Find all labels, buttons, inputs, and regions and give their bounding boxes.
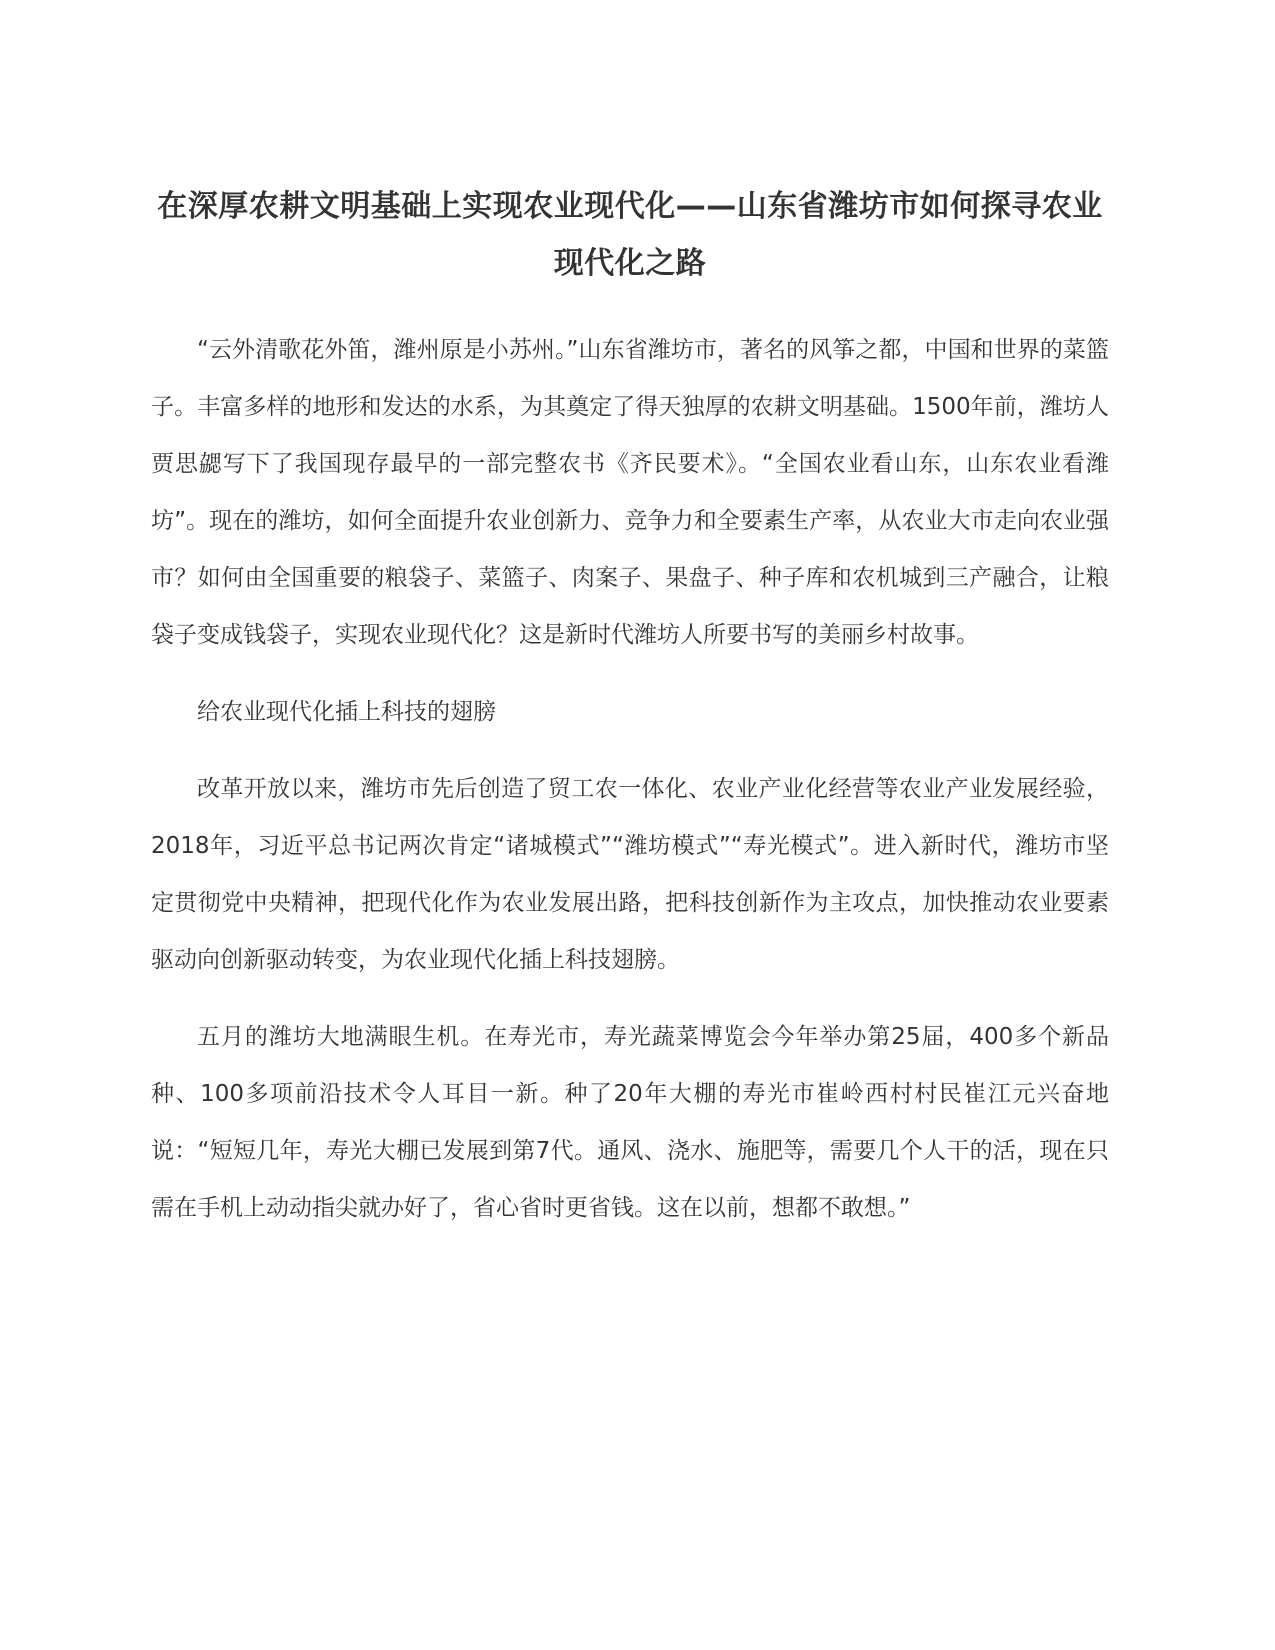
body-paragraph: 改革开放以来，潍坊市先后创造了贸工农一体化、农业产业化经营等农业产业发展经验，2018年，习近平总书记两次肯定“诸城模式”“潍坊模式”“寿光模式”。进入新时代，潍坊市坚定贯彻党中央精神，把现代化作为农业发展出路，把科技创新作为主攻点，加快推动农业要素驱动向创新驱动转变，为农业现代化插上科技翅膀。 <box>151 776 1109 973</box>
body-paragraph: 五月的潍坊大地满眼生机。在寿光市，寿光蔬菜博览会今年举办第25届，400多个新品种、100多项前沿技术令人耳目一新。种了20年大棚的寿光市崔岭西村村民崔江元兴奋地说：“短短几年，寿光大棚已发展到第7代。通风、浇水、施肥等，需要几个人干的活，现在只需在手机上动动指尖就办好了，省心省时更省钱。这在以前，想都不敢想。” <box>151 1024 1109 1221</box>
intro-paragraph: “云外清歌花外笛，潍州原是小苏州。”山东省潍坊市，著名的风筝之都，中国和世界的菜篮子。丰富多样的地形和发达的水系，为其奠定了得天独厚的农耕文明基础。1500年前，潍坊人贾思勰写下了我国现存最早的一部完整农书《齐民要术》。“全国农业看山东，山东农业看潍坊”。现在的潍坊，如何全面提升农业创新力、竞争力和全要素生产率，从农业大市走向农业强市？如何由全国重要的粮袋子、菜篮子、肉案子、果盘子、种子库和农机城到三产融合，让粮袋子变成钱袋子，实现农业现代化？这是新时代潍坊人所要书写的美丽乡村故事。 <box>151 337 1109 648</box>
section-heading: 给农业现代化插上科技的翅膀 <box>197 699 496 725</box>
document-body <box>151 178 1109 1237</box>
page-title: 在深厚农耕文明基础上实现农业现代化——山东省潍坊市如何探寻农业现代化之路 <box>157 189 1103 281</box>
